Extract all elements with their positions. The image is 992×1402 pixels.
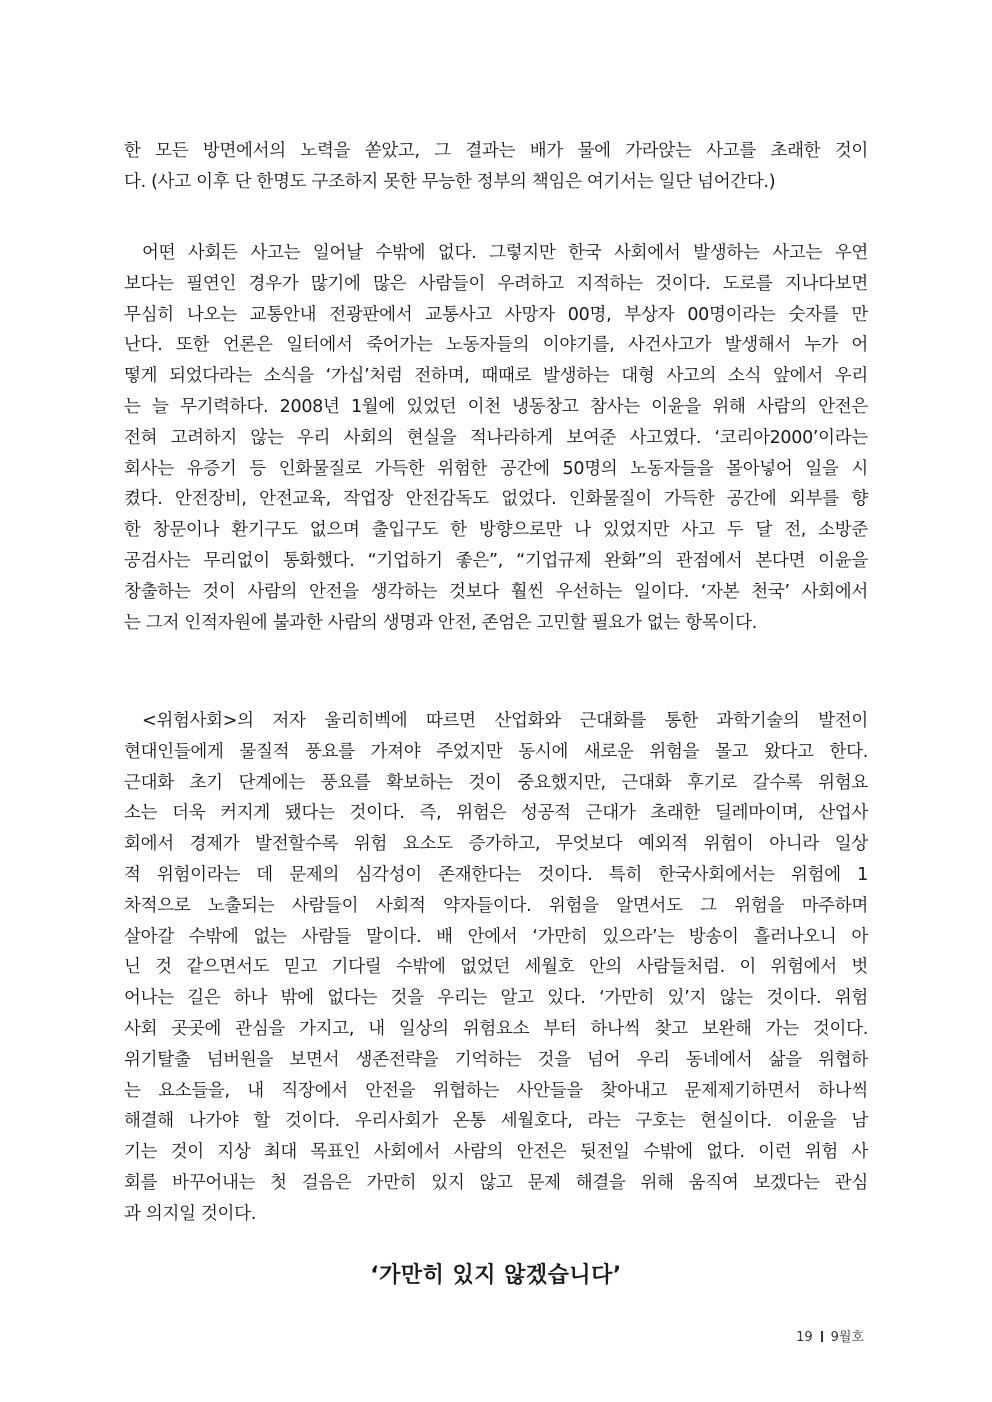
text-line: 는 요소들을, 내 직장에서 안전을 위협하는 사안들을 찾아내고 문제제기하면서 하나씩	[124, 1080, 868, 1101]
footer-divider	[821, 1331, 823, 1342]
text-line: 무심히 나오는 교통안내 전광판에서 교통사고 사망자 00명, 부상자 00명이라는 숫자를 만	[124, 304, 868, 325]
text-line: 전혀 고려하지 않는 우리 사회의 현실을 적나라하게 보여준 사고였다. ‘코리아2000’이라는	[124, 427, 868, 448]
text-line: 보다는 필연인 경우가 많기에 많은 사람들이 우려하고 지적하는 것이다. 도로를 지나다보면	[124, 273, 868, 294]
text-line: 근대화 초기 단계에는 풍요를 확보하는 것이 중요했지만, 근대화 후기로 갈수록 위험요	[124, 772, 868, 793]
text-line: 현대인들에게 물질적 풍요를 가져야 주었지만 동시에 새로운 위험을 몰고 왔다고 한다.	[124, 741, 868, 762]
text-line: 회사는 유증기 등 인화물질로 가득한 위험한 공간에 50명의 노동자들을 몰아넣어 일을 시	[124, 458, 868, 479]
text-line: 살아갈 수밖에 없는 사람들 말이다. 배 안에서 ‘가만히 있으라’는 방송이 흘러나오니 아	[124, 926, 868, 947]
text-line: 떻게 되었다라는 소식을 ‘가십’처럼 전하며, 때때로 발생하는 대형 사고의 소식 앞에서 우리	[124, 366, 868, 387]
text-line: 회에서 경제가 발전할수록 위험 요소도 증가하고, 무엇보다 예외적 위험이 아니라 일상	[124, 834, 868, 855]
text-line: 해결해 나가야 할 것이다. 우리사회가 온통 세월호다, 라는 구호는 현실이다. 이윤을 남	[124, 1111, 868, 1132]
text-line: 는 그저 인적자원에 불과한 사람의 생명과 안전, 존엄은 고민할 필요가 없는 항목이다.	[124, 612, 757, 633]
text-line: 기는 것이 지상 최대 목표인 사회에서 사람의 안전은 뒷전일 수밖에 없다. 이런 위험 사	[124, 1142, 868, 1163]
text-line: 과 의지일 것이다.	[124, 1203, 257, 1224]
text-line: 적 위험이라는 데 문제의 심각성이 존재한다는 것이다. 특히 한국사회에서는 위험에 1	[124, 865, 868, 885]
text-line: 켰다. 안전장비, 안전교육, 작업장 안전감독도 없었다. 인화물질이 가득한 공간에 외부를 향	[124, 489, 868, 510]
text-line: 난다. 또한 언론은 일터에서 죽어가는 노동자들의 이야기를, 사건사고가 발생해서 누가 어	[124, 335, 868, 356]
text-line: 다. (사고 이후 단 한명도 구조하지 못한 무능한 정부의 책임은 여기서는 일단 넘어간다.)	[124, 171, 776, 192]
text-line: 창출하는 것이 사람의 안전을 생각하는 것보다 훨씬 우선하는 일이다. ‘자본 천국’ 사회에서	[124, 581, 868, 602]
closing-heading: ‘가만히 있지 않겠습니다’	[370, 1263, 622, 1288]
text-line: <위험사회>의 저자 울리히벡에 따르면 산업화와 근대화를 통한 과학기술의 발전이	[142, 711, 868, 731]
page-footer	[796, 1326, 864, 1345]
issue-label: 9월호	[830, 1330, 864, 1345]
text-line: 한 모든 방면에서의 노력을 쏟았고, 그 결과는 배가 물에 가라앉는 사고를 초래한 것이	[124, 141, 868, 161]
text-line: 한 창문이나 환기구도 없으며 출입구도 한 방향으로만 나 있었지만 사고 두 달 전, 소방준	[124, 520, 868, 541]
text-line: 닌 것 같으면서도 믿고 기다릴 수밖에 없었던 세월호 안의 사람들처럼. 이 위험에서 벗	[124, 957, 868, 978]
text-line: 어떤 사회든 사고는 일어날 수밖에 없다. 그렇지만 한국 사회에서 발생하는 사고는 우연	[142, 243, 868, 263]
text-line: 는 늘 무기력하다. 2008년 1월에 있었던 이천 냉동창고 참사는 이윤을 위해 사람의 안전은	[124, 397, 868, 417]
text-line: 차적으로 노출되는 사람들이 사회적 약자들이다. 위험을 알면서도 그 위험을 마주하며	[124, 895, 868, 916]
text-line: 사회 곳곳에 관심을 가지고, 내 일상의 위험요소 부터 하나씩 찾고 보완해 가는 것이다.	[124, 1019, 868, 1039]
text-line: 소는 더욱 커지게 됐다는 것이다. 즉, 위험은 성공적 근대가 초래한 딜레마이며, 산업사	[124, 803, 868, 824]
text-line: 공검사는 무리없이 통화했다. “기업하기 좋은”, “기업규제 완화”의 관점에서 본다면 이윤을	[124, 551, 868, 571]
page-number: 19	[796, 1330, 813, 1345]
text-line: 어나는 길은 하나 밖에 없다는 것을 우리는 알고 있다. ‘가만히 있’지 않는 것이다. 위험	[124, 988, 868, 1009]
text-line: 회를 바꾸어내는 첫 걸음은 가만히 있지 않고 문제 해결을 위해 움직여 보겠다는 관심	[124, 1173, 868, 1193]
text-line: 위기탈출 넘버원을 보면서 생존전략을 기억하는 것을 넘어 우리 동네에서 삶을 위협하	[124, 1049, 868, 1070]
